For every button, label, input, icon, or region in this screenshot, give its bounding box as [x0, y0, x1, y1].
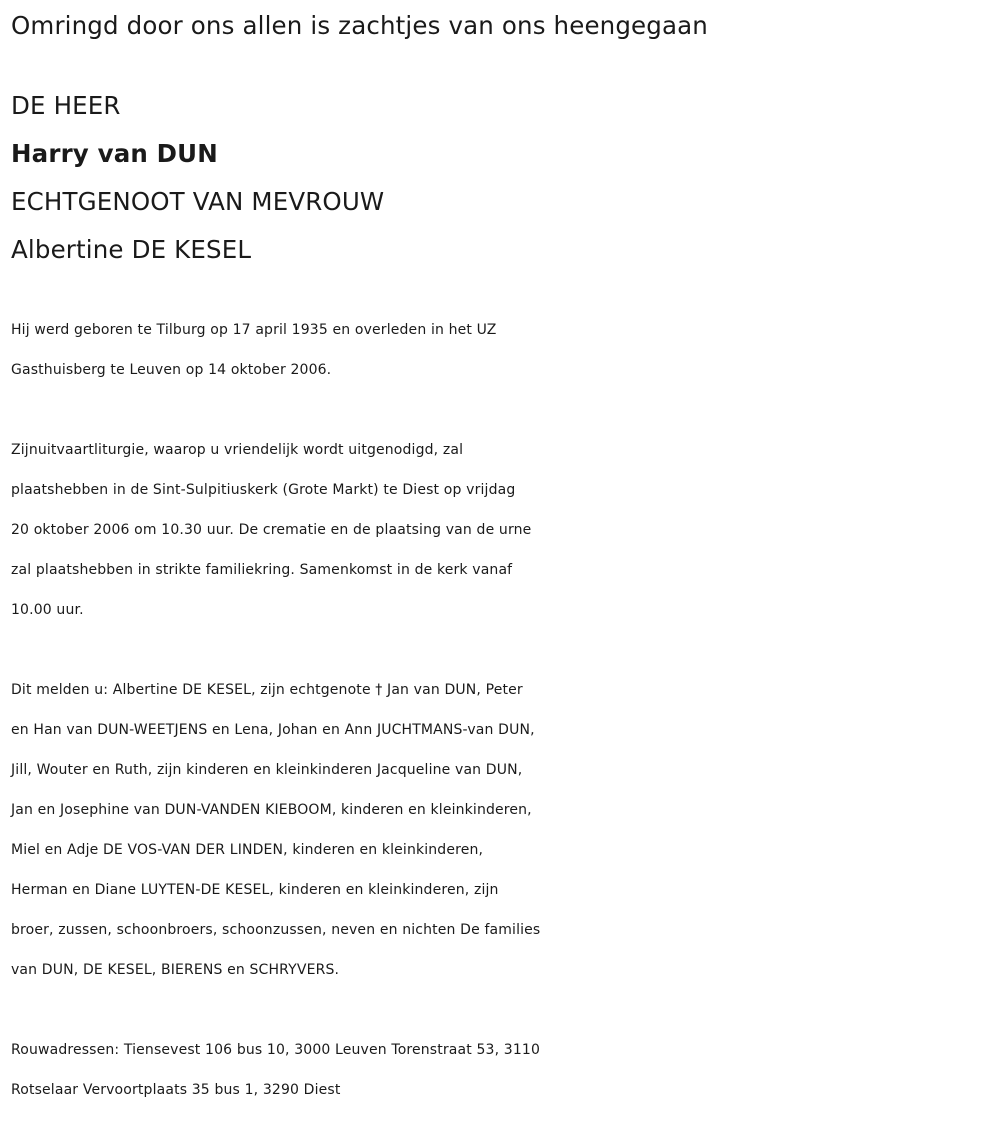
paragraph-line: Jan en Josephine van DUN-VANDEN KIEBOOM, kinderen en kleinkinderen,: [11, 802, 532, 818]
paragraph-line: plaatshebben in de Sint-Sulpitiuskerk (Grote Markt) te Diest op vrijdag: [11, 482, 516, 498]
paragraph-line: 20 oktober 2006 om 10.30 uur. De crematie en de plaatsing van de urne: [11, 522, 532, 538]
announcement-paragraph: [11, 670, 996, 990]
paragraph-line: Rotselaar Vervoortplaats 35 bus 1, 3290 Diest: [11, 1082, 341, 1098]
paragraph-line: Hij werd geboren te Tilburg op 17 april 1935 en overleden in het UZ: [11, 322, 497, 338]
deceased-title: DE HEER: [11, 91, 121, 120]
paragraph-line: 10.00 uur.: [11, 602, 84, 618]
paragraph-line: van DUN, DE KESEL, BIERENS en SCHRYVERS.: [11, 962, 340, 978]
paragraph-line: zal plaatshebben in strikte familiekring. Samenkomst in de kerk vanaf: [11, 562, 513, 578]
intro-text: Omringd door ons allen is zachtjes van ons heengegaan: [11, 11, 708, 40]
paragraph-line: en Han van DUN-WEETJENS en Lena, Johan en Ann JUCHTMANS-van DUN,: [11, 722, 535, 738]
paragraph-line: Jill, Wouter en Ruth, zijn kinderen en kleinkinderen Jacqueline van DUN,: [11, 762, 523, 778]
paragraph-line: Dit melden u: Albertine DE KESEL, zijn echtgenote † Jan van DUN, Peter: [11, 682, 523, 698]
birth-death-paragraph: [11, 310, 996, 390]
funeral-paragraph: [11, 430, 996, 630]
paragraph-line: Gasthuisberg te Leuven op 14 oktober 2006.: [11, 362, 332, 378]
paragraph-line: Miel en Adje DE VOS-VAN DER LINDEN, kinderen en kleinkinderen,: [11, 842, 484, 858]
deceased-name: Harry van DUN: [11, 139, 218, 168]
addresses-paragraph: [11, 1030, 996, 1110]
paragraph-line: broer, zussen, schoonbroers, schoonzussen, neven en nichten De families: [11, 922, 541, 938]
spouse-name: Albertine DE KESEL: [11, 235, 252, 264]
deceased-relation: ECHTGENOOT VAN MEVROUW: [11, 187, 385, 216]
paragraph-line: Zijnuitvaartliturgie, waarop u vriendelijk wordt uitgenodigd, zal: [11, 442, 464, 458]
paragraph-line: Rouwadressen: Tiensevest 106 bus 10, 3000 Leuven Torenstraat 53, 3110: [11, 1042, 541, 1058]
paragraph-line: Herman en Diane LUYTEN-DE KESEL, kinderen en kleinkinderen, zijn: [11, 882, 499, 898]
